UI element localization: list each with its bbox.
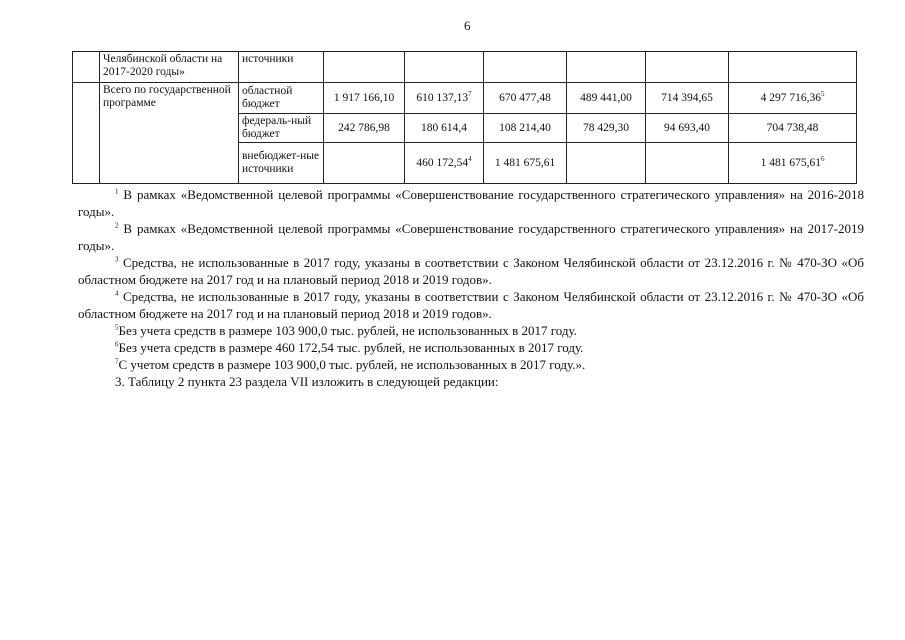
footnote: $^2$ В рамках «Ведомственной целевой программы «Совершенствование государственного стратегического управления» на 2017-2019 годы». <box>78 221 864 253</box>
total-value-cell: 704 738,48 <box>729 114 857 143</box>
value-cell: 610 137,13$^7$ <box>405 83 484 114</box>
footnote: $^1$ В рамках «Ведомственной целевой программы «Совершенствование государственного стратегического управления» на 2016-2018 годы». <box>78 187 864 219</box>
value-cell: 670 477,48 <box>484 83 567 114</box>
source-cell: источники <box>239 52 324 83</box>
source-cell: областной бюджет <box>239 83 324 114</box>
footnote: $^7$С учетом средств в размере 103 900,0 тыс. рублей, не использованных в 2017 году.». <box>115 357 586 372</box>
total-label-cell: Всего по государственной программе <box>100 83 239 184</box>
value-cell: 1 917 166,10 <box>324 83 405 114</box>
footnote: $^4$ Средства, не использованные в 2017 году, указаны в соответствии с Законом Челябинской области от 23.12.2016 г. № 470-ЗО «Об областном бюджете на 2017 год и на плановый период 2018 и 2019 годов». <box>78 289 864 321</box>
value-cell: 242 786,98 <box>324 114 405 143</box>
budget-table <box>72 51 857 184</box>
value-cell: 1 481 675,61 <box>484 143 567 184</box>
footnote-ref: 5 <box>820 89 825 98</box>
footnote-ref: 7 <box>468 89 472 98</box>
value-cell: 180 614,4 <box>405 114 484 143</box>
value-cell: 78 429,30 <box>567 114 646 143</box>
item-3-text: 3. Таблицу 2 пункта 23 раздела VII изложить в следующей редакции: <box>115 374 499 389</box>
value-cell: 108 214,40 <box>484 114 567 143</box>
total-value-cell: 4 297 716,36$^5$ <box>729 83 857 114</box>
program-name-cell: Челябинской области на 2017-2020 годы» <box>100 52 239 83</box>
value-cell: 94 693,40 <box>646 114 729 143</box>
value-cell: 460 172,54$^4$ <box>405 143 484 184</box>
page-number: 6 <box>464 18 471 33</box>
footnote-ref: 6 <box>820 154 825 163</box>
value-cell: 489 441,00 <box>567 83 646 114</box>
value-cell: 714 394,65 <box>646 83 729 114</box>
table-row <box>73 52 857 83</box>
footnote: $^6$Без учета средств в размере 460 172,54 тыс. рублей, не использованных в 2017 году. <box>115 340 584 355</box>
footnote: $^3$ Средства, не использованные в 2017 году, указаны в соответствии с Законом Челябинской области от 23.12.2016 г. № 470-ЗО «Об областном бюджете на 2017 год и на плановый период 2018 и 2019 годов». <box>78 255 864 287</box>
footnotes <box>78 186 864 390</box>
total-value-cell: 1 481 675,61$^6$ <box>729 143 857 184</box>
table-row <box>73 83 857 114</box>
source-cell: внебюджет-ные источники <box>239 143 324 184</box>
source-cell: федераль-ный бюджет <box>239 114 324 143</box>
footnote: $^5$Без учета средств в размере 103 900,0 тыс. рублей, не использованных в 2017 году. <box>115 323 577 338</box>
footnote-ref: 4 <box>468 154 472 163</box>
